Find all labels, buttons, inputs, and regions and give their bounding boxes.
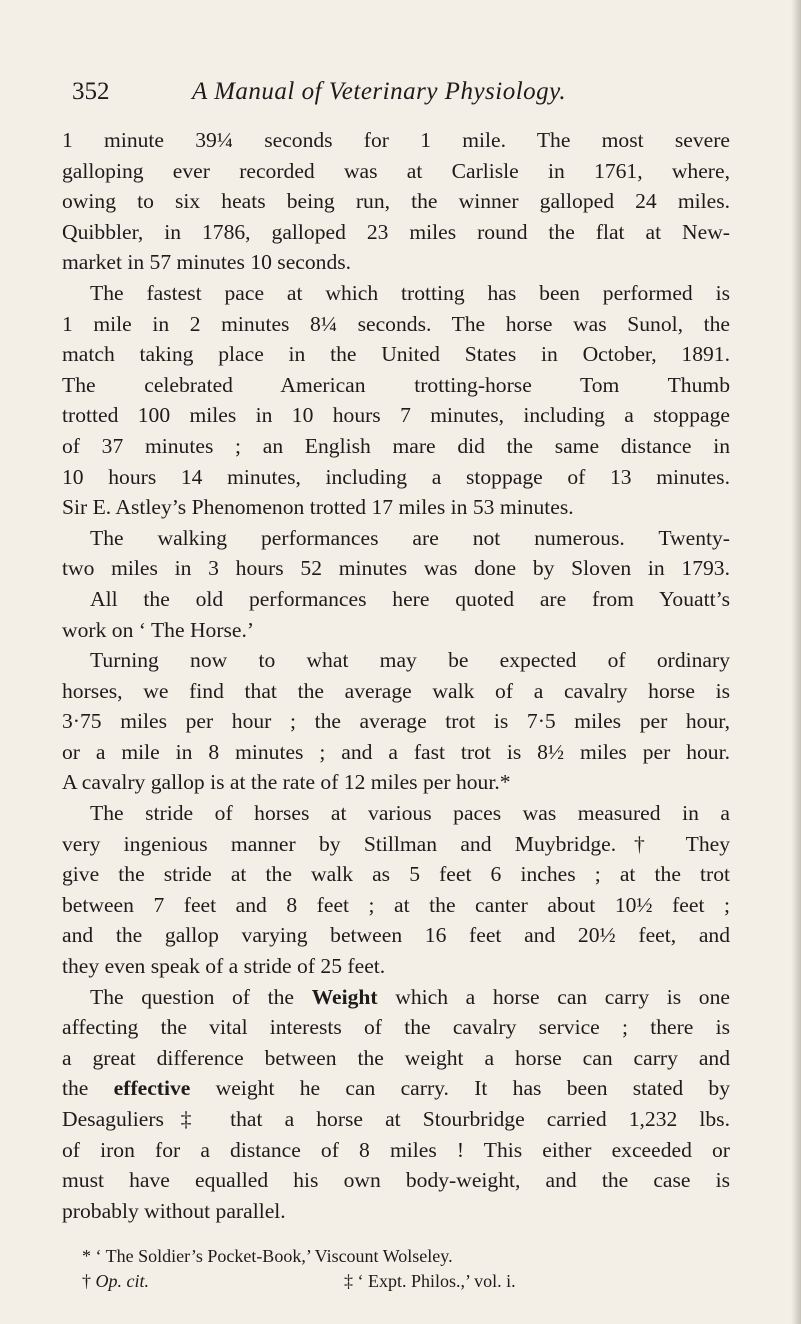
page-header: [72, 78, 722, 108]
text-line: The celebrated American trotting-horse Tom Thumb: [62, 372, 730, 397]
page-edge-shadow: [791, 0, 801, 1324]
text-segment: the: [62, 1076, 89, 1101]
text-line: 1 mile in 2 minutes 8¼ seconds. The horse was Sunol, the: [62, 311, 730, 336]
text-line: Turning now to what may be expected of ordinary: [90, 648, 730, 673]
text-line: 1 minute 39¼ seconds for 1 mile. The most severe: [62, 128, 730, 152]
bold-term-weight: Weight: [311, 984, 378, 1009]
footnote-2-mark: †: [82, 1271, 91, 1291]
text-line: 10 hours 14 minutes, including a stoppage of 13 minutes.: [62, 464, 730, 489]
footnote-row: [62, 1269, 730, 1294]
footnotes: [62, 1244, 730, 1294]
bold-term-effective: effective: [113, 1076, 191, 1101]
text-line: very ingenious manner by Stillman and Muybridge.† They: [62, 831, 730, 856]
text-line: owing to six heats being run, the winner galloped 24 miles.: [62, 189, 730, 214]
text-line: probably without parallel.: [62, 1198, 286, 1223]
body-text: [62, 125, 730, 1226]
text-line: [62, 982, 730, 1013]
text-line: horses, we find that the average walk of a cavalry horse is: [62, 678, 730, 703]
text-line: affecting the vital interests of the cavalry service ; there is: [62, 1015, 730, 1040]
text-line: galloping ever recorded was at Carlisle in 1761, where,: [62, 158, 730, 183]
footnote-row: [62, 1244, 730, 1269]
text-line: work on ‘ The Horse.’: [62, 617, 255, 642]
text-line: a great difference between the weight a horse can carry and: [62, 1045, 730, 1070]
text-line: must have equalled his own body-weight, and the case is: [62, 1168, 730, 1193]
text-line: of 37 minutes ; an English mare did the same distance in: [62, 433, 730, 458]
text-segment: weight he can carry. It has been stated by: [215, 1076, 730, 1101]
text-segment: which a horse can carry is one: [395, 984, 730, 1009]
text-line: and the gallop varying between 16 feet and 20½ feet, and: [62, 923, 730, 948]
text-line: Quibbler, in 1786, galloped 23 miles round the flat at New-: [62, 219, 730, 244]
text-line: give the stride at the walk as 5 feet 6 inches ; at the trot: [62, 862, 730, 887]
text-line: The walking performances are not numerous. Twenty-: [90, 525, 730, 550]
text-line: or a mile in 8 minutes ; and a fast trot is 8½ miles per hour.: [62, 739, 730, 764]
footnote-2-text: Op. cit.: [95, 1271, 149, 1291]
footnote-1: * ‘ The Soldier’s Pocket-Book,’ Viscount Wolseley.: [82, 1246, 453, 1266]
footnote-2: [82, 1269, 149, 1294]
text-line: trotted 100 miles in 10 hours 7 minutes, including a stoppage: [62, 403, 730, 428]
text-line: market in 57 minutes 10 seconds.: [62, 250, 352, 275]
text-segment: The question of the: [90, 984, 294, 1009]
text-line: The stride of horses at various paces was measured in a: [90, 801, 730, 826]
text-line: Desaguliers‡ that a horse at Stourbridge carried 1,232 lbs.: [62, 1107, 730, 1131]
text-line: match taking place in the United States in October, 1891.: [62, 342, 730, 367]
text-line: of iron for a distance of 8 miles ! This either exceeded or: [62, 1137, 730, 1162]
text-line: Sir E. Astley’s Phenomenon trotted 17 miles in 53 minutes.: [62, 495, 574, 520]
text-line: 3·75 miles per hour ; the average trot is 7·5 miles per hour,: [62, 709, 730, 734]
text-line: two miles in 3 hours 52 minutes was done by Sloven in 1793.: [62, 556, 730, 581]
text-line: A cavalry gallop is at the rate of 12 miles per hour.*: [62, 770, 511, 795]
footnote-3: ‡ ‘ Expt. Philos.,’ vol. i.: [344, 1271, 516, 1291]
text-line: [62, 1073, 730, 1104]
running-title: A Manual of Veterinary Physiology.: [192, 78, 567, 105]
text-line: The fastest pace at which trotting has been performed is: [90, 280, 730, 305]
text-line: between 7 feet and 8 feet ; at the canter about 10½ feet ;: [62, 892, 730, 917]
page-number: 352: [72, 78, 110, 105]
text-line: they even speak of a stride of 25 feet.: [62, 954, 386, 979]
text-line: All the old performances here quoted are from Youatt’s: [90, 586, 730, 611]
